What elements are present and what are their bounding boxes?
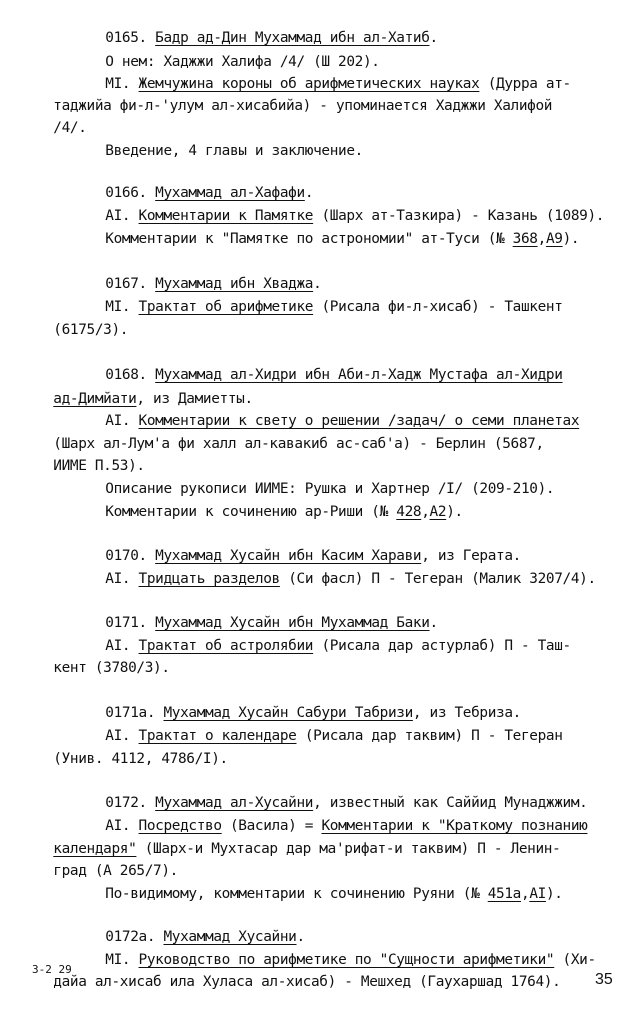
text-span: (Васила) =	[221, 818, 322, 834]
text-span: .	[429, 30, 438, 46]
text-span: 0172а.	[105, 929, 164, 945]
text-span: ).	[545, 886, 563, 902]
work-title: Комментарии к свету о решении /задач/ о семи планетах	[138, 413, 580, 429]
cross-reference: 428	[396, 504, 422, 520]
text-span: (Хи-	[554, 952, 596, 968]
author-name: Мухаммад ал-Хидри ибн Аби-л-Хадж Мустафа ал-Хидри	[155, 367, 563, 383]
text-span: 0167.	[105, 276, 156, 292]
text-span: 0172.	[105, 795, 156, 811]
text-span: АI.	[105, 208, 139, 224]
cross-reference: 451а	[487, 886, 521, 902]
work-title: Трактат о календаре	[138, 728, 297, 744]
print-code: 3-2 29	[32, 963, 72, 976]
text-span: АI.	[105, 728, 139, 744]
text-span: .	[429, 615, 438, 631]
text-span: АI.	[105, 818, 139, 834]
text-span: АI.	[105, 413, 139, 429]
text-span: (Рисала дар таквим) П - Тегеран	[296, 728, 563, 744]
text-span: .	[313, 276, 322, 292]
text-span: /4/.	[53, 120, 87, 136]
page-number: 35	[595, 971, 613, 988]
text-span: ,	[520, 886, 530, 902]
author-name: Мухаммад ал-Хусайни	[155, 795, 314, 811]
text-span: АI.	[105, 571, 139, 587]
text-span: (Дурра ат-	[479, 76, 571, 92]
author-name: Мухаммад ал-Хафафи	[155, 185, 305, 201]
text-span: .	[296, 929, 305, 945]
work-title: Трактат об арифметике	[138, 299, 314, 315]
author-name: ад-Димйати	[53, 391, 137, 407]
text-span: 0165.	[105, 30, 156, 46]
text-span: град (А 265/7).	[53, 863, 178, 879]
work-title: календаря"	[53, 841, 137, 857]
work-title: Посредство	[138, 818, 222, 834]
text-span: МI.	[105, 76, 139, 92]
text-span: .	[304, 185, 314, 201]
text-span: 0171.	[105, 615, 156, 631]
text-span: (Шарх-и Мухтасар дар ма'рифат-и таквим) П - Ленин-	[136, 841, 561, 857]
author-name: Мухаммад Хусайни	[163, 929, 297, 945]
text-span: , из Герата.	[421, 548, 521, 564]
work-title: Трактат об астролябии	[138, 638, 314, 654]
cross-reference: А9	[545, 231, 563, 247]
text-span: кент (3780/3).	[53, 660, 170, 676]
text-span: Комментарии к сочинению ар-Риши (№	[105, 504, 397, 520]
text-span: ,	[421, 504, 430, 520]
text-line	[72, 277, 563, 337]
text-span: АI.	[105, 638, 139, 654]
author-name: Бадр ад-Дин Мухаммад ибн ал-Хатиб	[155, 30, 430, 46]
work-title: Комментарии к "Краткому познанию	[321, 818, 588, 834]
cross-reference: А2	[429, 504, 447, 520]
text-span: 0170.	[105, 548, 156, 564]
cross-reference: АI	[529, 886, 546, 902]
work-title: Жемчужина короны об арифметических науках	[138, 76, 480, 92]
text-span: ИИМЕ П.53).	[53, 458, 145, 474]
text-span: , из Дамиетты.	[136, 391, 253, 407]
author-name: Мухаммад Хусайн Сабури Табризи	[163, 705, 413, 721]
text-span: (Си фасл) П - Тегеран (Малик 3207/4).	[279, 571, 596, 587]
text-span: (Рисала дар астурлаб) П - Таш-	[313, 638, 571, 654]
author-name: Мухаммад ибн Хваджа	[155, 276, 314, 292]
work-title: Комментарии к Памятке	[138, 208, 314, 224]
text-span: (6175/3).	[53, 322, 129, 338]
work-title: Тридцать разделов	[138, 571, 280, 587]
text-span: По-видимому, комментарии к сочинению Руяни (№	[105, 886, 488, 902]
text-span: дайа ал-хисаб ила Хуласа ал-хисаб) - Мешхед (Гаухаршад 1764).	[53, 974, 561, 990]
text-span: (Рисала фи-л-хисаб) - Ташкент	[313, 299, 563, 315]
text-span: 0171а.	[105, 705, 164, 721]
text-span: 0166.	[105, 185, 156, 201]
text-span: таджийа фи-л-'улум ал-хисабийа) - упоминается Хаджжи Халифой	[53, 98, 553, 114]
text-span: ,	[537, 231, 546, 247]
text-span: ).	[562, 231, 580, 247]
text-span: МI.	[105, 952, 139, 968]
text-span: , из Тебриза.	[412, 705, 521, 721]
text-span: ).	[446, 504, 463, 520]
cross-reference: 368	[512, 231, 538, 247]
text-line	[20, 952, 560, 1012]
work-title: Руководство по арифметике по "Сущности арифметики"	[138, 952, 555, 968]
author-name: Мухаммад Хусайн ибн Мухаммад Баки	[155, 615, 430, 631]
text-span: (Унив. 4112, 4786/I).	[53, 751, 228, 767]
text-span: Введение, 4 главы и заключение.	[105, 143, 363, 159]
text-span: Описание рукописи ИИМЕ: Рушка и Хартнер /I/ (209-210).	[105, 481, 555, 497]
text-span: , известный как Саййид Мунаджжим.	[313, 795, 588, 811]
text-span: Комментарии к "Памятке по астрономии" ат-Туси (№	[105, 231, 513, 247]
text-span: О нем: Хаджжи Халифа /4/ (Ш 202).	[105, 54, 380, 70]
text-span: (Шарх ат-Тазкира) - Казань (1089).	[313, 208, 605, 224]
text-span: МI.	[105, 299, 139, 315]
author-name: Мухаммад Хусайн ибн Касим Харави	[155, 548, 422, 564]
text-span: 0168.	[105, 367, 156, 383]
text-span: (Шарх ал-Лум'а фи халл ал-кавакиб ас-саб'а) - Берлин (5687,	[53, 436, 544, 452]
